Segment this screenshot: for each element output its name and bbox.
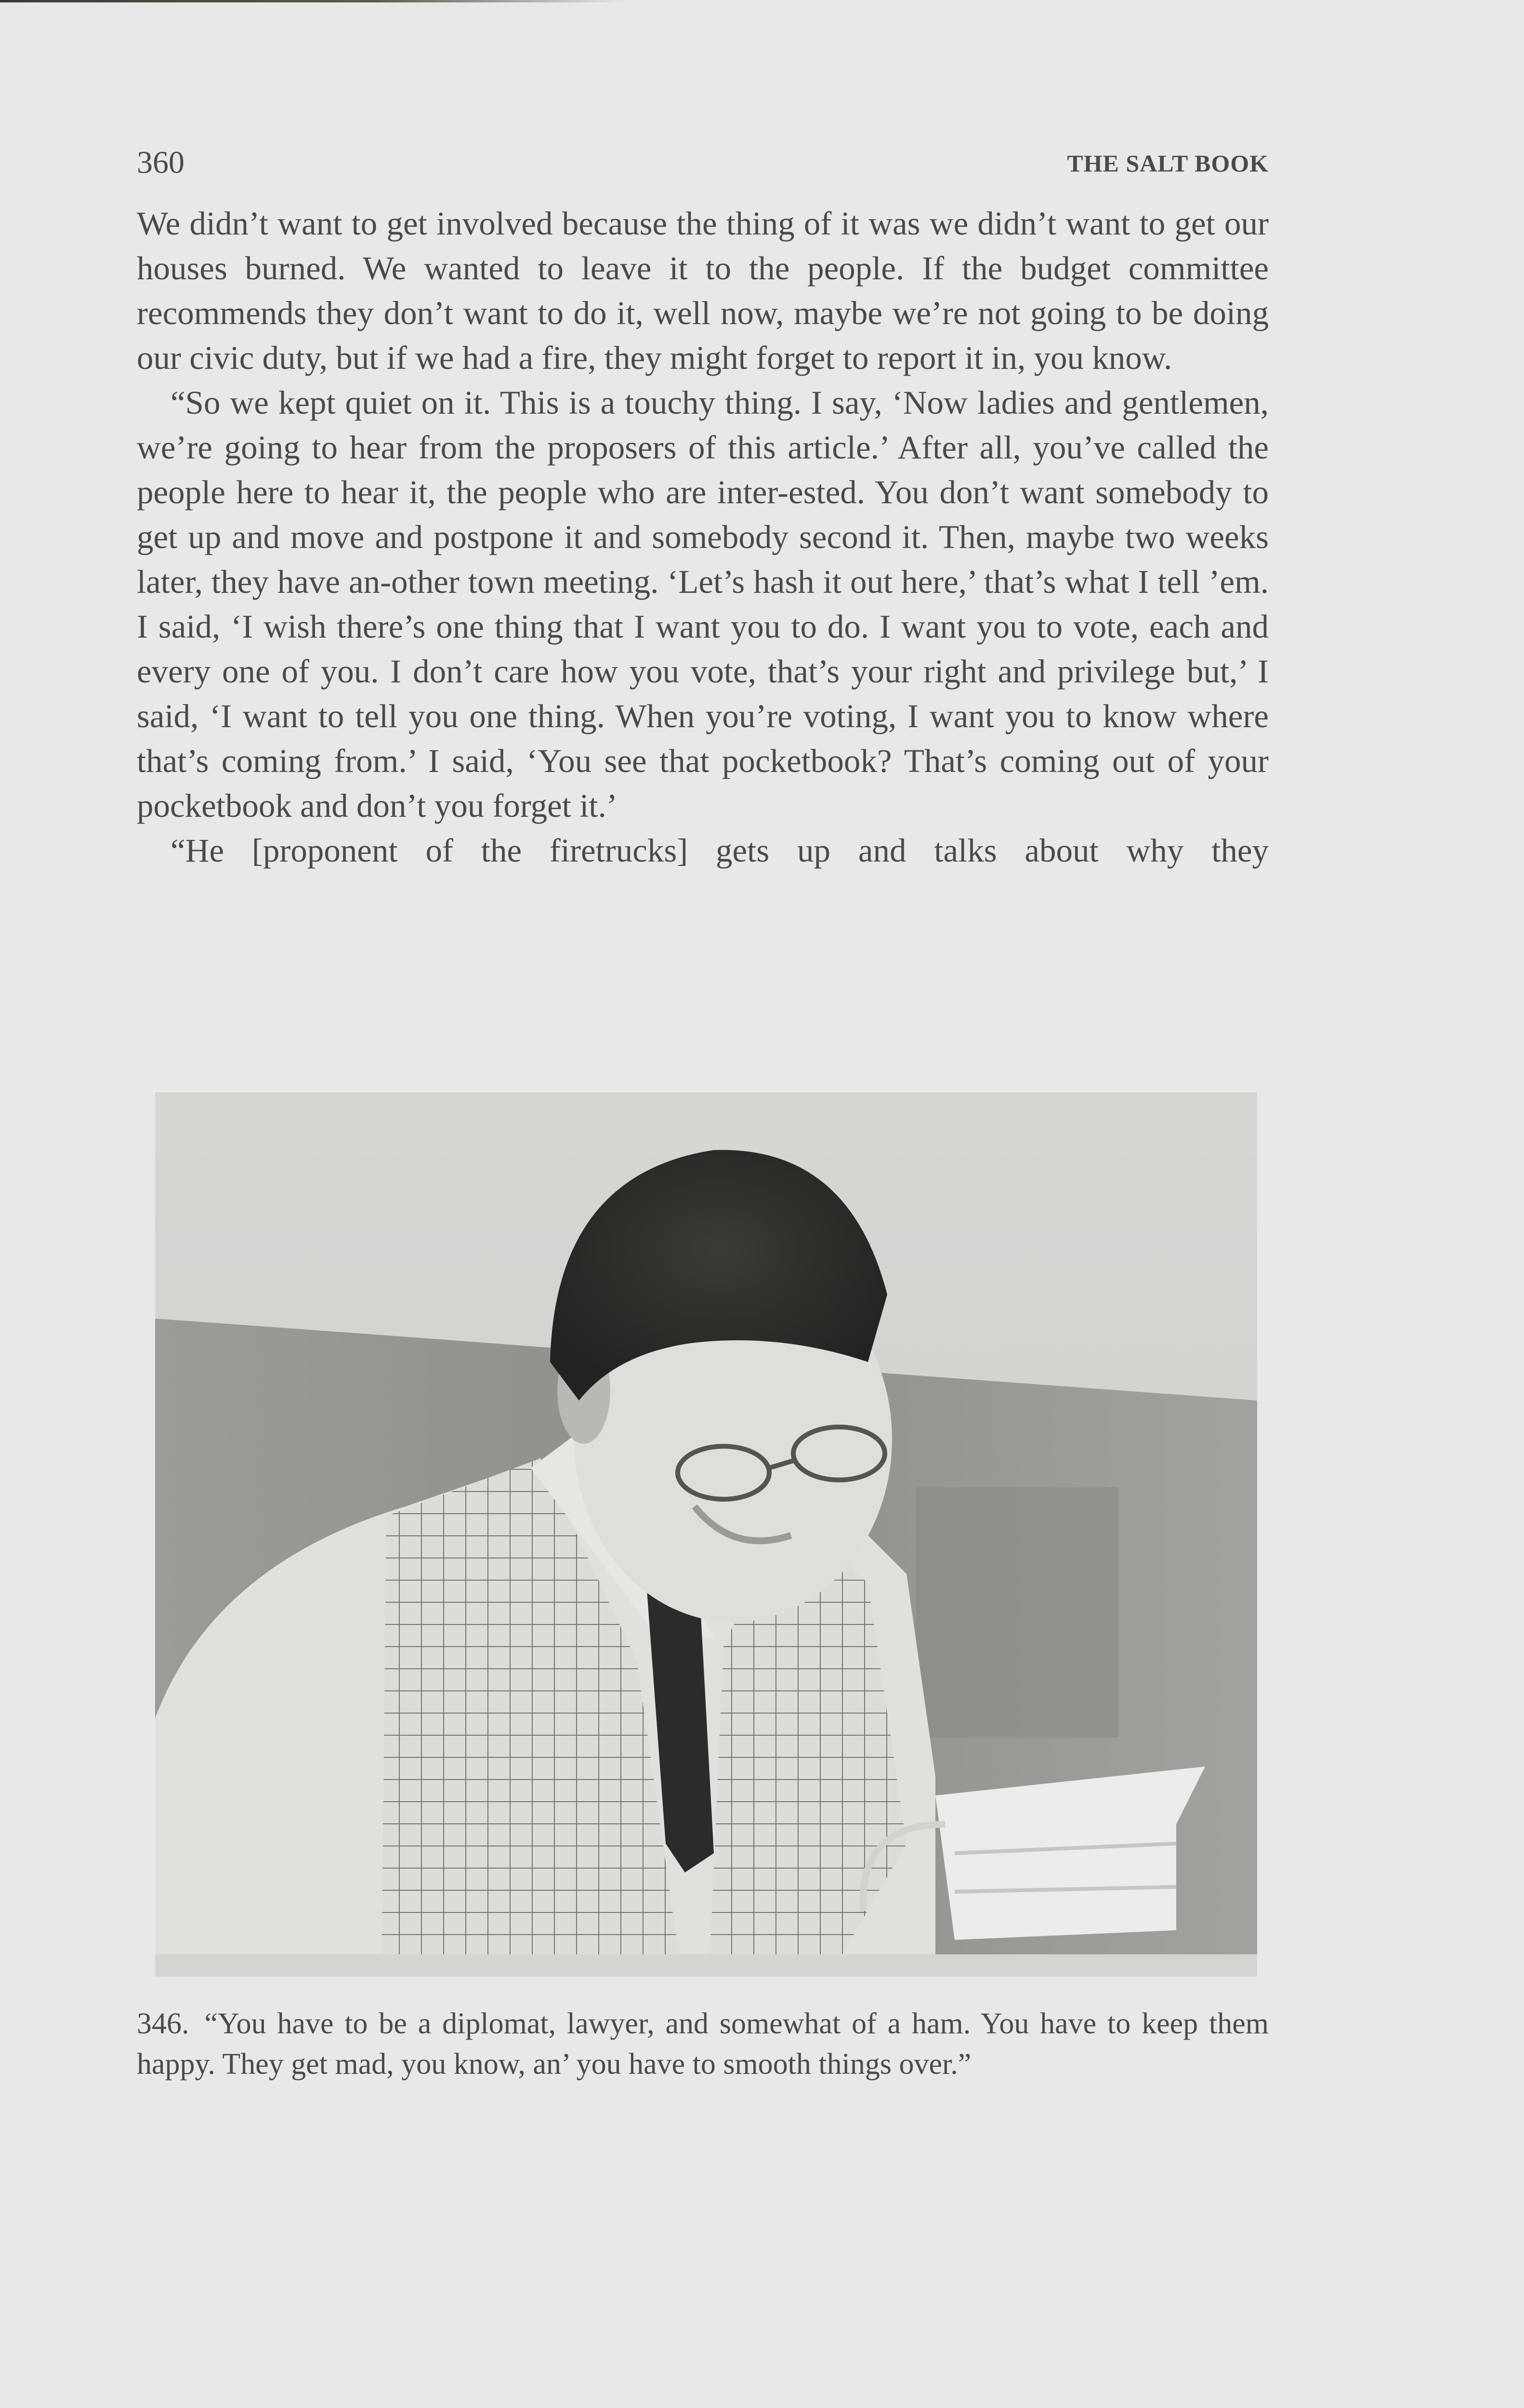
figure-number: 346. bbox=[137, 2007, 189, 2040]
running-head bbox=[137, 144, 1269, 188]
paragraph: We didn’t want to get involved because the thing of it was we didn’t want to get our houses burned. We wanted to leave it to the people. If the budget committee recommends they don’t want to do it, well now, maybe we’re not going to be doing our civic duty, but if we had a fire, they might forget to report it in, you know. bbox=[137, 205, 1269, 376]
book-title: THE SALT BOOK bbox=[1067, 150, 1269, 177]
scan-edge-shadow bbox=[0, 0, 626, 2]
photograph-man-with-glasses bbox=[155, 1092, 1257, 1976]
photo-illustration bbox=[155, 1092, 1257, 1976]
page-number: 360 bbox=[137, 145, 184, 180]
caption-text: “You have to be a diplomat, lawyer, and somewhat of a ham. You have to keep them happy. They get mad, you know, an’ you have to smooth things over.” bbox=[137, 2007, 1269, 2081]
paragraph: “So we kept quiet on it. This is a touchy thing. I say, ‘Now ladies and gentlemen, we’re going to hear from the proposers of this article.’ After all, you’ve called the people here to hear it, the people who are inter-ested. You don’t want somebody to get up and move and postpone it and somebody second it. Then, maybe two weeks later, they have an-other town meeting. ‘Let’s hash it out here,’ that’s what I tell ’em. I said, ‘I wish there’s one thing that I want you to do. I want you to vote, each and every one of you. I don’t care how you vote, that’s your right and privilege but,’ I said, ‘I want to tell you one thing. When you’re voting, I want you to know where that’s coming from.’ I said, ‘You see that pocketbook? That’s coming out of your pocketbook and don’t you forget it.’ bbox=[137, 384, 1269, 824]
figure-caption bbox=[137, 2003, 1269, 2084]
body-text bbox=[137, 201, 1269, 873]
paragraph: “He [proponent of the firetrucks] gets up and talks about why they bbox=[171, 832, 1269, 869]
